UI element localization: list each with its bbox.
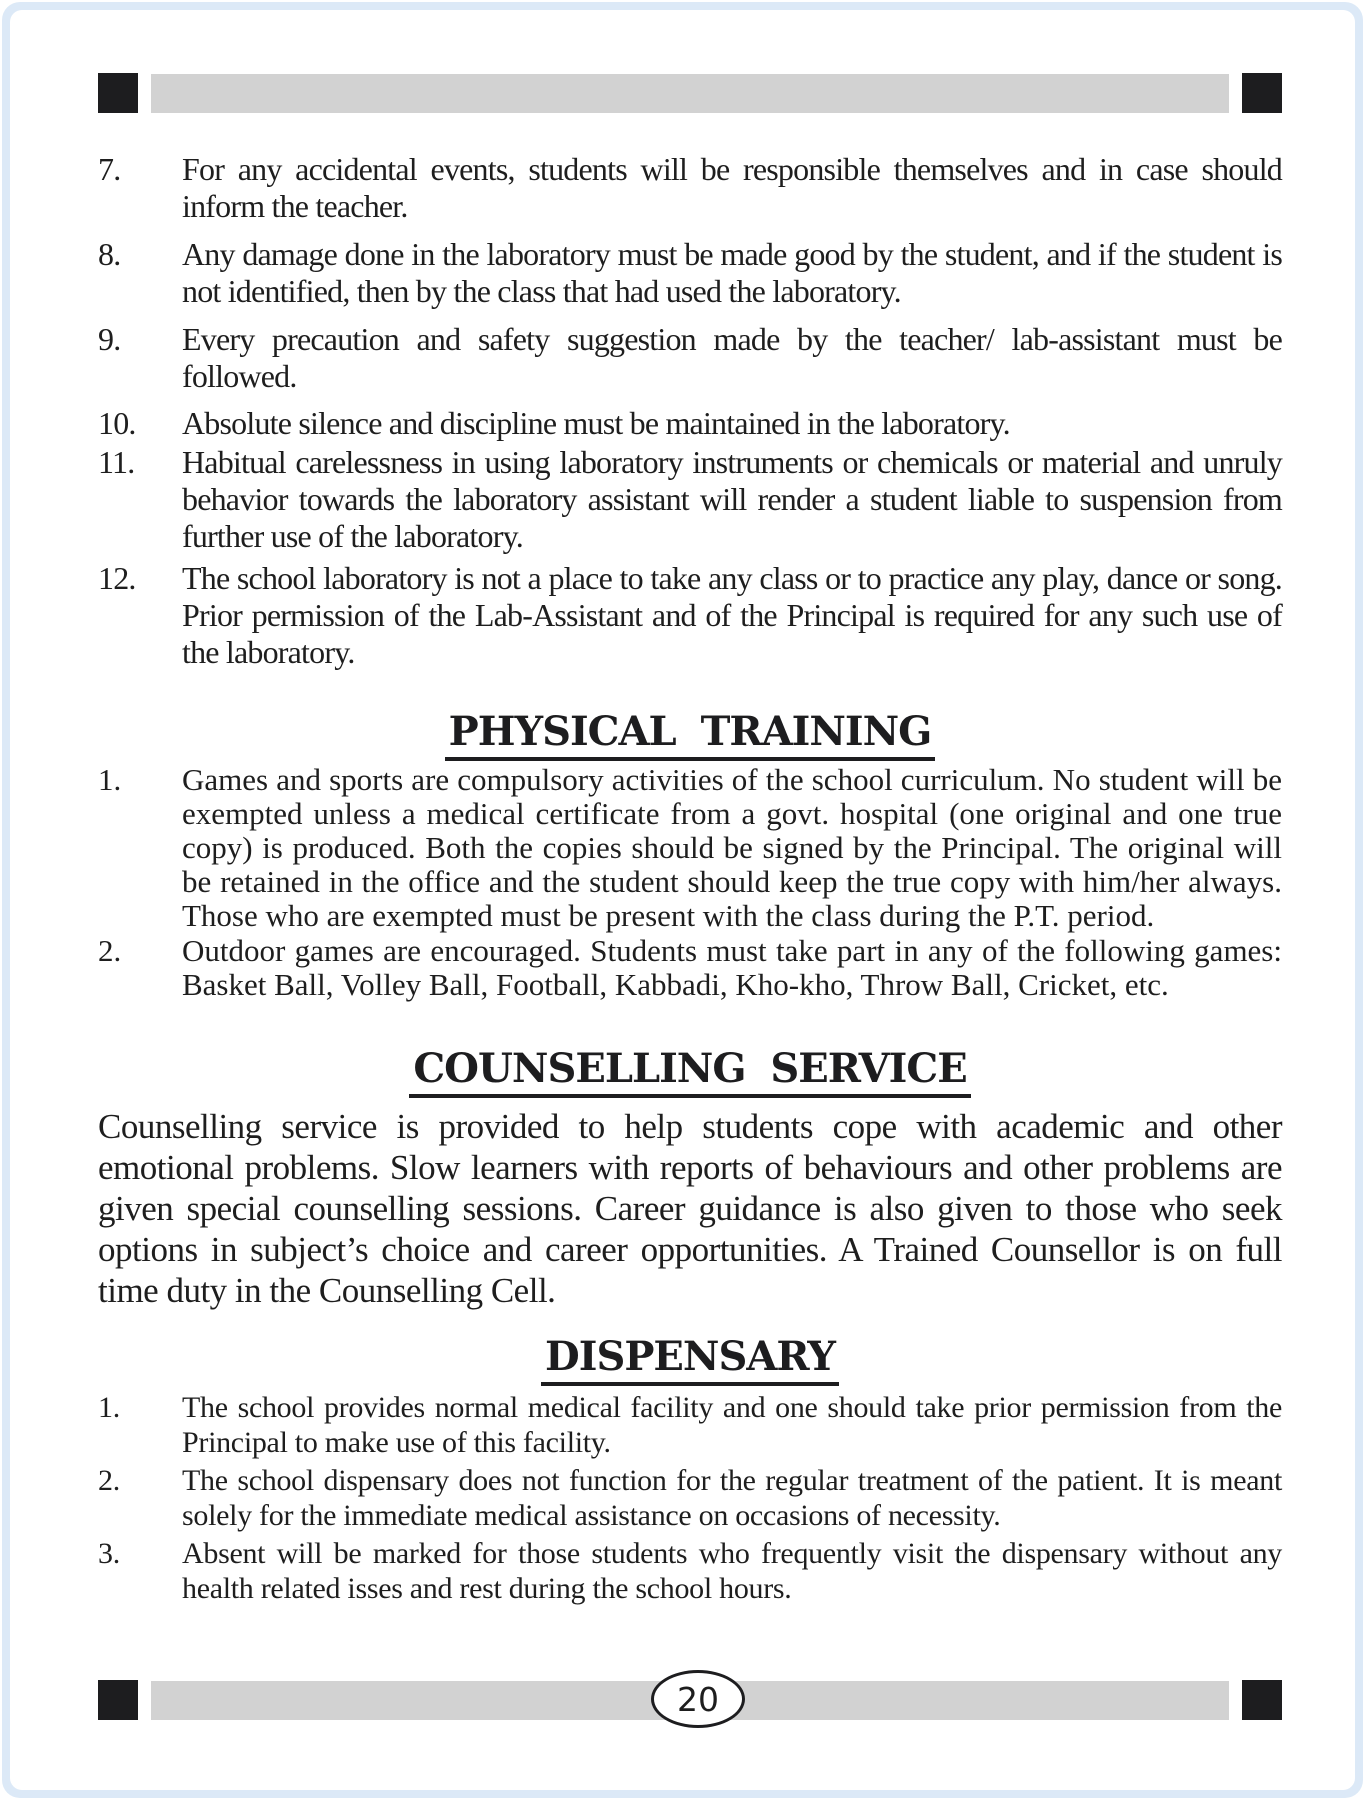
counselling-paragraph: Counselling service is provided to help students cope with academic and other emotional problems. Slow learners with reports of behaviours and other problems are given special counselling sessions. Career guidance is also given to those who seek options in subject’s choice and career opportunities. A Trained Counsellor is on full time duty in the Counselling Cell. <box>98 1107 1282 1310</box>
page-frame <box>2 2 1363 1798</box>
item-number: 9. <box>98 321 121 357</box>
list-item <box>98 151 1282 225</box>
section-title-counselling-service: COUNSELLING SERVICE <box>98 1046 1282 1098</box>
page-number-badge <box>651 1670 745 1728</box>
list-item <box>98 405 1282 442</box>
item-number: 12. <box>98 560 136 596</box>
footer-right-square <box>1242 1680 1282 1720</box>
dispensary-list <box>98 1390 1282 1606</box>
list-item <box>98 236 1282 310</box>
page-content <box>98 73 1282 1606</box>
header-decoration-bar <box>98 73 1282 113</box>
item-text: Every precaution and safety suggestion made by the teacher/ lab-assistant must be followed. <box>182 321 1282 394</box>
footer-left-square <box>98 1680 138 1720</box>
item-number: 8. <box>98 236 121 272</box>
item-text: Habitual carelessness in using laboratory instruments or chemicals or material and unruly behavior towards the laboratory assistant will render a student liable to suspension from further use of the laboratory. <box>182 444 1282 554</box>
list-item <box>98 763 1282 933</box>
list-item <box>98 560 1282 671</box>
item-text: The school dispensary does not function for the regular treatment of the patient. It is meant solely for the immediate medical assistance on occasions of necessity. <box>182 1464 1282 1532</box>
header-left-square <box>98 73 138 113</box>
item-text: Outdoor games are encouraged. Students must take part in any of the following games: Basket Ball, Volley Ball, Football, Kabbadi, Kho-kho, Throw Ball, Cricket, etc. <box>182 933 1282 1002</box>
footer-decoration <box>98 1680 1282 1720</box>
item-text: Absent will be marked for those students who frequently visit the dispensary without any health related isses and rest during the school hours. <box>182 1537 1282 1605</box>
list-item <box>98 321 1282 395</box>
item-text: Any damage done in the laboratory must be made good by the student, and if the student is not identified, then by the class that had used the laboratory. <box>182 236 1282 309</box>
item-number: 7. <box>98 151 121 187</box>
item-text: The school laboratory is not a place to take any class or to practice any play, dance or song. Prior permission of the Lab-Assistant and of the Principal is required for any such use of the laboratory. <box>182 560 1282 670</box>
list-item <box>98 1390 1282 1460</box>
physical-training-list <box>98 763 1282 1002</box>
item-text: Games and sports are compulsory activities of the school curriculum. No student will be exempted unless a medical certificate from a govt. hospital (one original and one true copy) is produced. Both the copies should be signed by the Principal. The original will be retained in the office and the student should keep the true copy with him/her always. Those who are exempted must be present with the class during the P.T. period. <box>182 762 1282 933</box>
section-title-dispensary: DISPENSARY <box>98 1334 1282 1386</box>
item-text: The school provides normal medical facility and one should take prior permission from the Principal to make use of this facility. <box>182 1391 1282 1459</box>
lab-rules-list <box>98 151 1282 671</box>
item-text: For any accidental events, students will be responsible themselves and in case should inform the teacher. <box>182 151 1282 224</box>
item-number: 11. <box>98 444 135 480</box>
section-title-physical-training: PHYSICAL TRAINING <box>98 709 1282 761</box>
item-number: 2. <box>98 933 122 968</box>
page-number: 20 <box>677 1679 719 1719</box>
header-gray-strip <box>151 74 1229 113</box>
item-number: 2. <box>98 1464 120 1497</box>
item-number: 10. <box>98 405 136 441</box>
list-item <box>98 1463 1282 1533</box>
item-number: 1. <box>98 1391 120 1424</box>
header-right-square <box>1242 73 1282 113</box>
list-item <box>98 1536 1282 1606</box>
item-number: 1. <box>98 762 122 797</box>
item-text: Absolute silence and discipline must be maintained in the laboratory. <box>182 405 1010 441</box>
page-sheet <box>10 10 1355 1790</box>
item-number: 3. <box>98 1537 120 1570</box>
list-item <box>98 934 1282 1002</box>
list-item <box>98 444 1282 555</box>
